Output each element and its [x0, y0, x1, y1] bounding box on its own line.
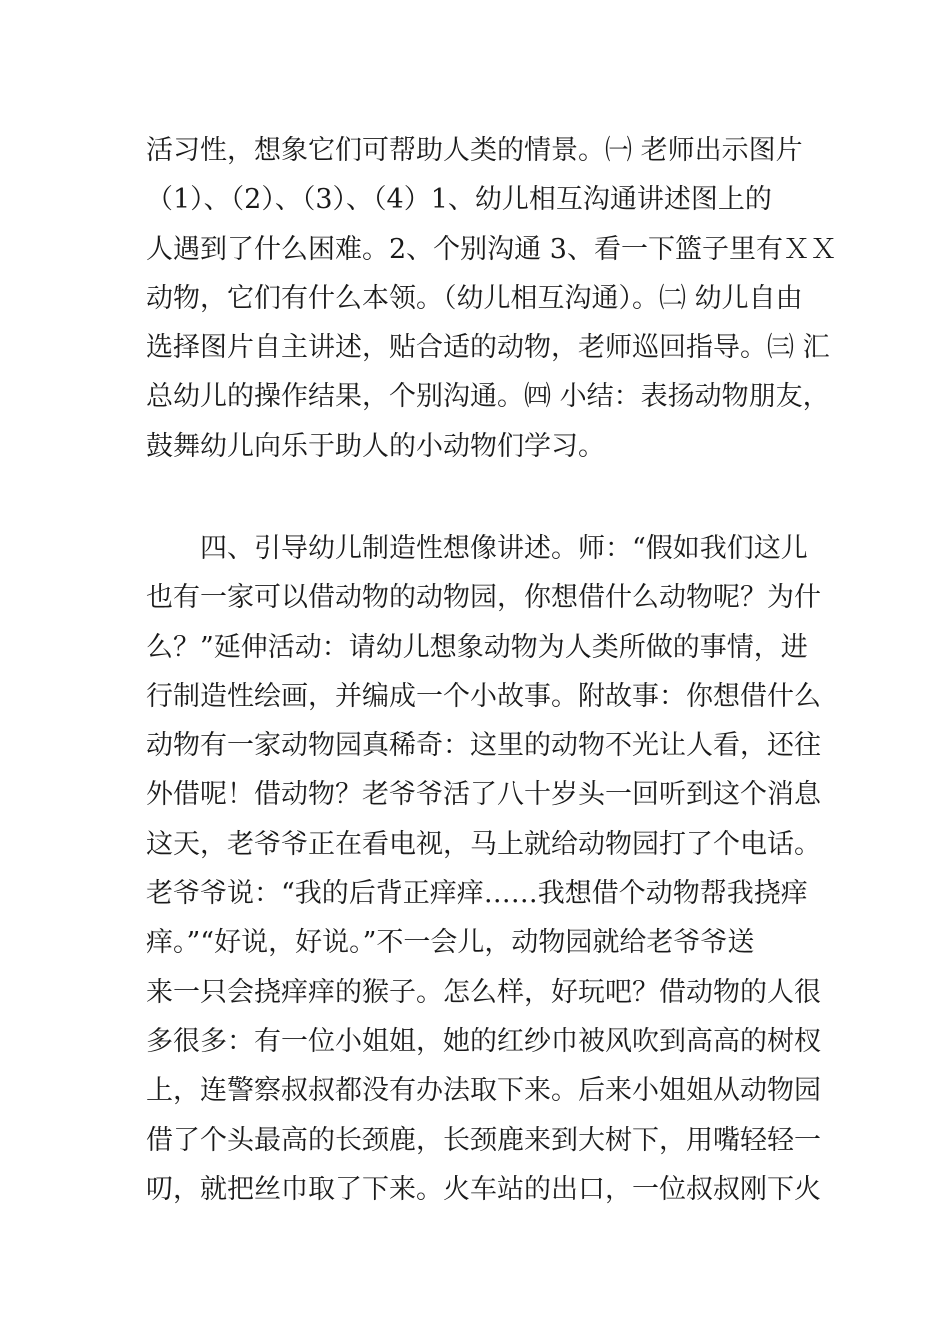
text-line: 叨，就把丝巾取了下来。火车站的出口，一位叔叔刚下火: [146, 1173, 821, 1205]
text-line: （1）、（2）、（3）、（4）1、幼儿相互沟通讲述图上的: [146, 184, 772, 216]
text-line: 鼓舞幼儿向乐于助人的小动物们学习。: [146, 430, 605, 462]
text-line: 外借呢！借动物？老爷爷活了八十岁头一回听到这个消息: [146, 779, 821, 811]
text-line: 选择图片自主讲述，贴合适的动物，老师巡回指导。㈢ 汇: [146, 332, 830, 364]
text-line: 总幼儿的操作结果，个别沟通。㈣ 小结：表扬动物朋友，: [146, 381, 830, 413]
text-line: 借了个头最高的长颈鹿，长颈鹿来到大树下，用嘴轻轻一: [146, 1124, 821, 1156]
text-line: 多很多：有一位小姐姐，她的红纱巾被风吹到高高的树杈: [146, 1025, 821, 1057]
text-line: 痒。”“好说，好说。”不一会儿，动物园就给老爷爷送: [146, 927, 755, 959]
text-line: 来一只会挠痒痒的猴子。怎么样，好玩吧？借动物的人很: [146, 976, 821, 1008]
paragraph-activity-steps: [146, 126, 837, 471]
paragraph-creative-narration: [146, 524, 821, 1214]
text-line: 也有一家可以借动物的动物园，你想借什么动物呢？为什: [146, 582, 821, 614]
text-line: 活习性，想象它们可帮助人类的情景。㈠ 老师出示图片: [146, 135, 803, 166]
text-line: 么？”延伸活动：请幼儿想象动物为人类所做的事情，进: [146, 631, 808, 663]
text-line: 老爷爷说：“我的后背正痒痒……我想借个动物帮我挠痒: [146, 878, 808, 910]
text-line: 动物，它们有什么本领。（幼儿相互沟通）。㈡ 幼儿自由: [146, 282, 803, 314]
text-line: 动物有一家动物园真稀奇：这里的动物不光让人看，还往: [146, 730, 821, 762]
text-line: 这天，老爷爷正在看电视，马上就给动物园打了个电话。: [146, 828, 821, 860]
text-line: 上，连警察叔叔都没有办法取下来。后来小姐姐从动物园: [146, 1075, 821, 1107]
text-line: 人遇到了什么困难。2、个别沟通 3、看一下篮子里有ＸＸ: [146, 233, 837, 265]
text-line: 四、引导幼儿制造性想像讲述。师：“假如我们这儿: [146, 533, 808, 564]
text-line: 行制造性绘画，并编成一个小故事。附故事：你想借什么: [146, 680, 821, 712]
